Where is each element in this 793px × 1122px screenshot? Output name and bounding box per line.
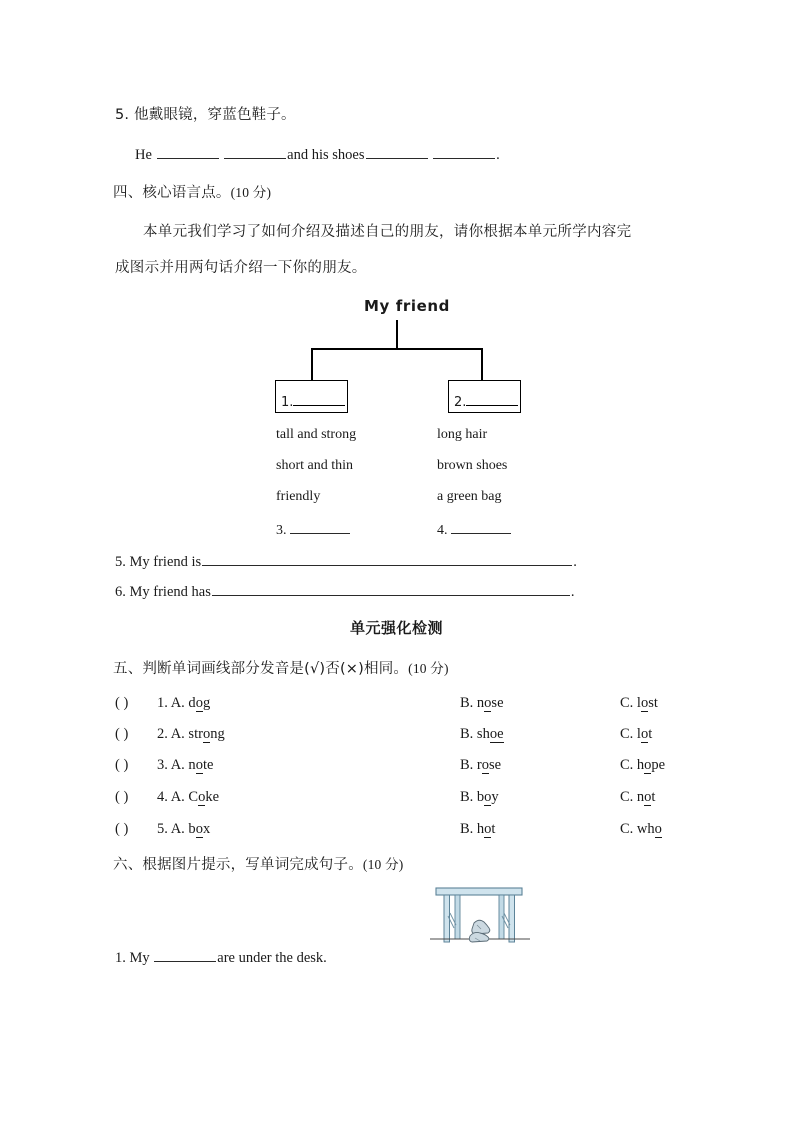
- section-six-heading: [113, 855, 403, 875]
- section-five-score: (10 分): [408, 661, 449, 676]
- sentence-6-period: .: [570, 584, 575, 600]
- diagram-left-blank-row: [276, 521, 350, 539]
- diagram-left-word-1: tall and strong: [276, 427, 357, 442]
- question-1-prefix: 1. My: [115, 950, 150, 966]
- diagram-title: My friend: [364, 297, 450, 315]
- underlined-letter: o: [195, 695, 203, 711]
- answer-period: .: [496, 147, 500, 163]
- mcq-checkbox-5[interactable]: ( ): [115, 821, 129, 837]
- section-five-heading-text: 五、判断单词画线部分发音是(√)否(×)相同。: [113, 661, 409, 677]
- underlined-letter: o: [484, 821, 492, 837]
- sentence-5-text: 5. My friend is: [115, 554, 202, 570]
- mcq-option-b[interactable]: B. rose: [460, 757, 502, 773]
- mcq-option-c[interactable]: C. who: [620, 821, 662, 837]
- underlined-letter: o: [195, 821, 203, 837]
- mcq-checkbox-2[interactable]: ( ): [115, 726, 129, 742]
- question-1-suffix: are under the desk.: [217, 950, 327, 966]
- underlined-letter: o: [640, 726, 649, 742]
- section-four-paragraph-line1: 本单元我们学习了如何介绍及描述自己的朋友，请你根据本单元所学内容完: [143, 224, 632, 240]
- diagram-connector-stem: [396, 320, 398, 349]
- underlined-letter: o: [481, 757, 489, 773]
- diagram-box-left[interactable]: [275, 380, 348, 413]
- mcq-option-b[interactable]: B. nose: [460, 695, 504, 711]
- sentence-6-text: 6. My friend has: [115, 584, 211, 600]
- diagram-right-blank-label: 4.: [437, 523, 448, 538]
- mcq-checkbox-3[interactable]: ( ): [115, 757, 129, 773]
- mcq-number: 1.: [157, 695, 168, 711]
- mcq-option-b[interactable]: B. boy: [460, 789, 499, 805]
- diagram-box-right-number: 2.: [454, 395, 467, 410]
- underlined-letter: o: [484, 695, 492, 711]
- mcq-row: [115, 821, 715, 839]
- diagram-box-left-number: 1.: [281, 395, 294, 410]
- mcq-checkbox-4[interactable]: ( ): [115, 789, 129, 805]
- mcq-option-a[interactable]: 5. A. box: [157, 821, 211, 837]
- diagram-right-word-1: long hair: [437, 427, 488, 442]
- section-six-score: (10 分): [362, 857, 404, 872]
- mcq-checkbox-1[interactable]: ( ): [115, 695, 129, 711]
- underlined-letter: o: [654, 821, 662, 837]
- question-1-blank[interactable]: [154, 948, 216, 962]
- mcq-row: [115, 726, 715, 744]
- mcq-option-b[interactable]: B. hot: [460, 821, 496, 837]
- diagram-left-blank-field[interactable]: [290, 521, 350, 534]
- answer-middle: and his shoes: [287, 147, 365, 163]
- diagram-box-right-blank[interactable]: [466, 394, 518, 406]
- answer-prefix: He: [135, 147, 152, 163]
- section-six-heading-text: 六、根据图片提示，写单词完成句子。: [113, 857, 363, 873]
- sentence-5-period: .: [573, 554, 577, 570]
- mcq-number: 5.: [157, 821, 168, 837]
- diagram-box-right[interactable]: [448, 380, 521, 413]
- mcq-number: 3.: [157, 757, 168, 773]
- mcq-option-c[interactable]: C. not: [620, 789, 656, 805]
- diagram-box-right-label: [454, 394, 518, 410]
- underlined-letter: o: [202, 726, 211, 742]
- underlined-letter: o: [644, 757, 652, 773]
- mcq-option-a[interactable]: 3. A. note: [157, 757, 214, 773]
- unit-test-title: 单元强化检测: [349, 619, 443, 637]
- sentence-line-6: [115, 582, 574, 601]
- section-six-question-1: [115, 948, 327, 967]
- mcq-row: [115, 695, 715, 713]
- diagram-right-blank-row: [437, 521, 511, 539]
- question-5-prompt: 5. 他戴眼镜，穿蓝色鞋子。: [115, 107, 296, 123]
- diagram-connector-right-drop: [481, 348, 483, 381]
- underlined-letter: o: [644, 789, 652, 805]
- diagram-connector-left-drop: [311, 348, 313, 381]
- sentence-6-blank[interactable]: [212, 582, 570, 596]
- diagram-right-word-3: a green bag: [437, 489, 502, 504]
- diagram-right-blank-field[interactable]: [451, 521, 511, 534]
- section-four-score: (10 分): [230, 185, 272, 200]
- section-four-heading-text: 四、核心语言点。: [113, 185, 231, 201]
- diagram-left-blank-label: 3.: [276, 523, 287, 538]
- underlined-letter: o: [195, 757, 203, 773]
- mcq-row: [115, 789, 715, 807]
- section-five-heading: [113, 659, 449, 679]
- mcq-option-c[interactable]: C. lost: [620, 695, 658, 711]
- mcq-row: [115, 757, 715, 775]
- mcq-option-c[interactable]: C. lot: [620, 726, 653, 742]
- sentence-line-5: [115, 552, 577, 571]
- mcq-number: 4.: [157, 789, 168, 805]
- diagram-connector-bar: [311, 348, 482, 350]
- mcq-option-a[interactable]: 1. A. dog: [157, 695, 211, 711]
- underlined-letter: o: [484, 789, 492, 805]
- diagram-box-left-label: [281, 394, 345, 410]
- desk-with-shoes-illustration: [430, 880, 530, 955]
- mcq-option-c[interactable]: C. hope: [620, 757, 666, 773]
- mcq-number: 2.: [157, 726, 168, 742]
- mcq-option-a[interactable]: 2. A. strong: [157, 726, 225, 742]
- diagram-left-word-3: friendly: [276, 489, 321, 504]
- underlined-letter: o: [198, 789, 206, 805]
- sentence-5-blank[interactable]: [202, 552, 572, 566]
- diagram-box-left-blank[interactable]: [293, 394, 345, 406]
- underlined-letter: oe: [489, 726, 504, 742]
- diagram-left-word-2: short and thin: [276, 458, 353, 473]
- mcq-option-b[interactable]: B. shoe: [460, 726, 504, 742]
- section-four-paragraph-line2: 成图示并用两句话介绍一下你的朋友。: [115, 260, 367, 276]
- diagram-right-word-2: brown shoes: [437, 458, 508, 473]
- underlined-letter: o: [640, 695, 649, 711]
- mcq-option-a[interactable]: 4. A. Coke: [157, 789, 220, 805]
